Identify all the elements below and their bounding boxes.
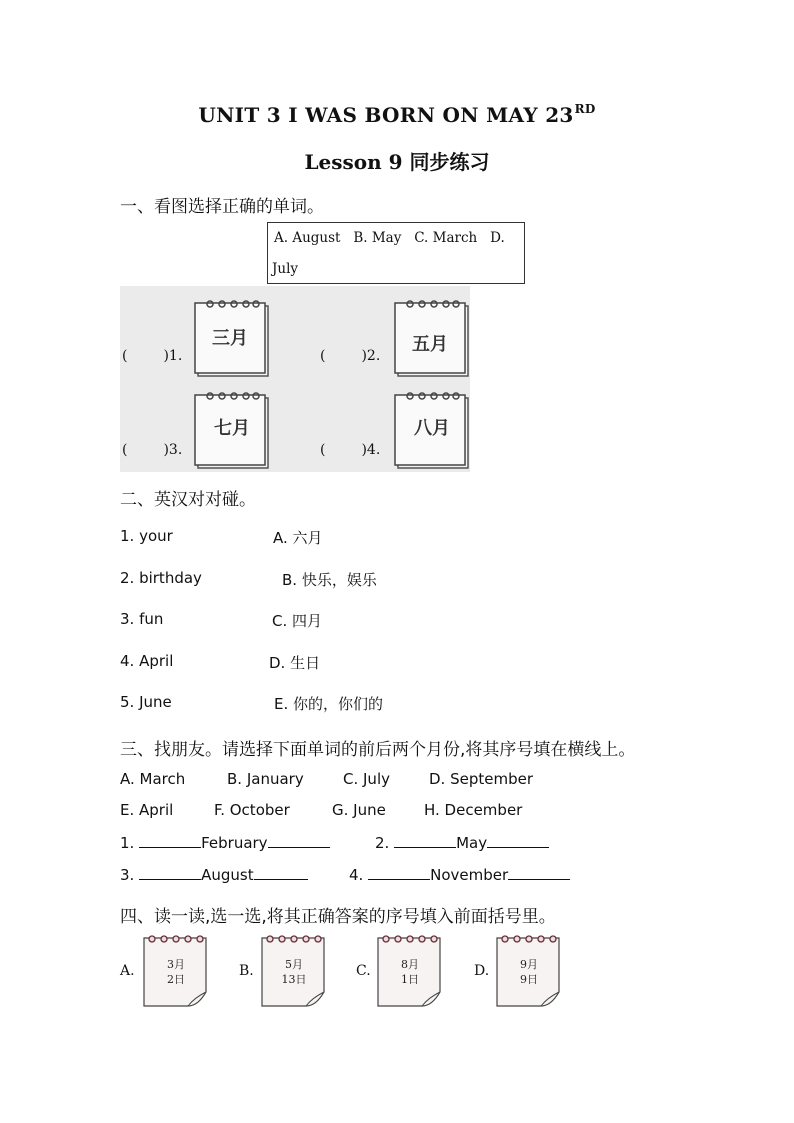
s3-option-g: G. June bbox=[332, 801, 386, 819]
calendar-3-text: 七月 bbox=[214, 418, 250, 439]
options-line-2: July bbox=[272, 261, 299, 277]
s3-question-1: 1. February bbox=[120, 832, 330, 852]
s3-option-b: B. January bbox=[227, 770, 304, 788]
s3-question-4: 4. November bbox=[349, 864, 570, 884]
s3-q1-blank-after[interactable] bbox=[268, 832, 330, 848]
s3-q4-blank-after[interactable] bbox=[508, 864, 570, 880]
s4-calendar-b-icon bbox=[256, 930, 330, 1010]
s3-q2-blank-before[interactable] bbox=[394, 832, 456, 848]
s3-q2-blank-after[interactable] bbox=[487, 832, 549, 848]
s3-q4-blank-before[interactable] bbox=[368, 864, 430, 880]
options-box bbox=[267, 222, 525, 284]
s4-calendar-c-icon bbox=[372, 930, 446, 1010]
s4-label-a: A. bbox=[120, 963, 135, 979]
s4-c-day: 1日 bbox=[401, 973, 419, 986]
calendar-2-icon bbox=[392, 298, 474, 380]
s4-a-month: 3月 bbox=[167, 958, 185, 971]
s4-d-day: 9日 bbox=[520, 973, 538, 986]
s3-option-h: H. December bbox=[424, 801, 523, 819]
s4-b-day: 13日 bbox=[281, 973, 307, 986]
s4-d-month: 9月 bbox=[520, 958, 538, 971]
q1-label: ( )1. bbox=[122, 348, 183, 364]
calendar-picture bbox=[120, 286, 470, 472]
s4-calendar-a-icon bbox=[138, 930, 212, 1010]
s3-q3-blank-before[interactable] bbox=[139, 864, 201, 880]
title-main: UNIT 3 I WAS BORN ON MAY 23 bbox=[198, 103, 574, 127]
calendar-2-text: 五月 bbox=[412, 334, 448, 355]
s4-b-month: 5月 bbox=[285, 958, 303, 971]
calendar-1-text: 三月 bbox=[212, 328, 248, 349]
s3-q1-blank-before[interactable] bbox=[139, 832, 201, 848]
page-title bbox=[0, 102, 794, 127]
section3-heading: 三、找朋友。请选择下面单词的前后两个月份,将其序号填在横线上。 bbox=[120, 740, 636, 760]
calendar-4-text: 八月 bbox=[414, 418, 450, 439]
match-left-2: 2. birthday bbox=[120, 569, 202, 587]
s3-option-e: E. April bbox=[120, 801, 174, 819]
q2-label: ( )2. bbox=[320, 348, 381, 364]
s3-option-f: F. October bbox=[214, 801, 290, 819]
match-left-4: 4. April bbox=[120, 652, 174, 670]
s4-a-day: 2日 bbox=[167, 973, 185, 986]
match-right-2: B. 快乐，娱乐 bbox=[282, 571, 377, 589]
s4-calendar-d-icon bbox=[491, 930, 565, 1010]
match-right-3: C. 四月 bbox=[272, 612, 323, 630]
calendar-1-icon bbox=[192, 298, 274, 380]
match-right-4: D. 生日 bbox=[269, 654, 321, 672]
q3-label: ( )3. bbox=[122, 442, 183, 458]
s3-option-d: D. September bbox=[429, 770, 533, 788]
calendar-3-icon bbox=[192, 390, 274, 472]
section4-heading: 四、读一读,选一选,将其正确答案的序号填入前面括号里。 bbox=[120, 907, 556, 927]
s3-option-a: A. March bbox=[120, 770, 186, 788]
title-superscript: RD bbox=[574, 102, 596, 116]
page-subtitle: Lesson 9 同步练习 bbox=[304, 150, 490, 174]
calendar-4-icon bbox=[392, 390, 474, 472]
match-right-5: E. 你的，你们的 bbox=[274, 695, 384, 713]
section1-heading: 一、看图选择正确的单词。 bbox=[120, 197, 324, 217]
match-left-5: 5. June bbox=[120, 693, 172, 711]
options-line-1: A. August B. May C. March D. bbox=[274, 230, 505, 246]
match-left-1: 1. your bbox=[120, 527, 173, 545]
match-right-1: A. 六月 bbox=[273, 529, 323, 547]
s3-question-3: 3. August bbox=[120, 864, 308, 884]
s4-label-d: D. bbox=[474, 963, 490, 979]
s3-q3-blank-after[interactable] bbox=[254, 864, 308, 880]
s3-question-2: 2. May bbox=[375, 832, 549, 852]
section2-heading: 二、英汉对对碰。 bbox=[120, 490, 256, 510]
s4-label-b: B. bbox=[239, 963, 254, 979]
match-left-3: 3. fun bbox=[120, 610, 164, 628]
s4-c-month: 8月 bbox=[401, 958, 419, 971]
s3-option-c: C. July bbox=[343, 770, 390, 788]
q4-label: ( )4. bbox=[320, 442, 381, 458]
s4-label-c: C. bbox=[356, 963, 371, 979]
